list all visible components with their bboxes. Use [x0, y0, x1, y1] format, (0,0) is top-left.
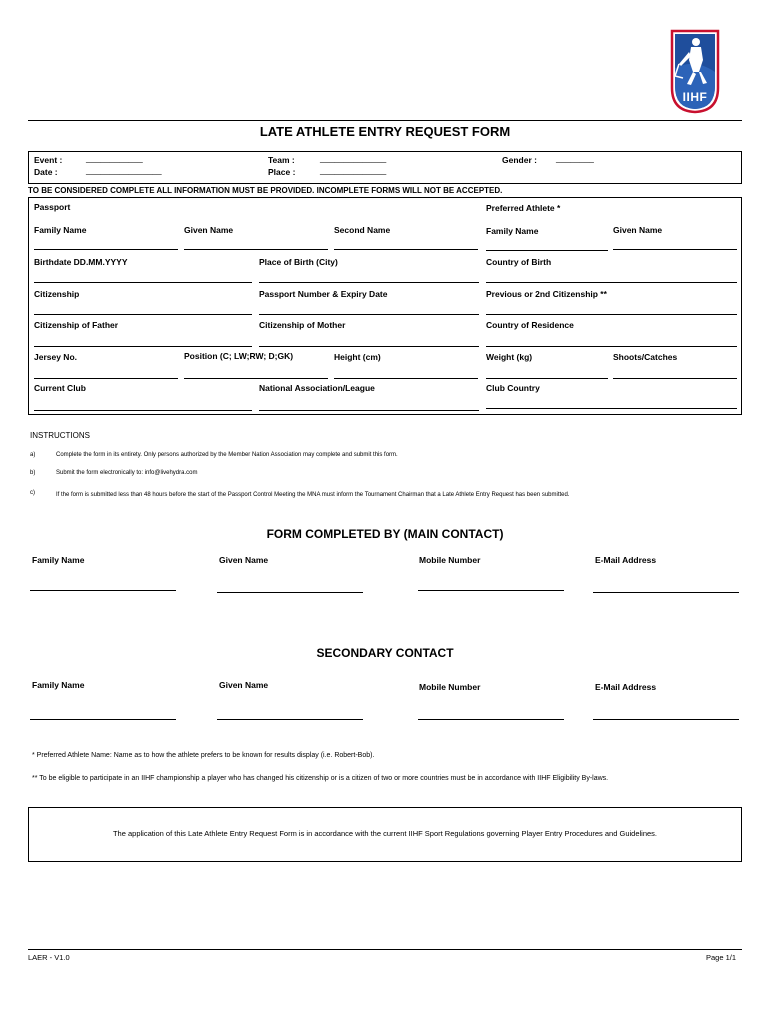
main-mobile-field[interactable] [418, 590, 564, 591]
team-label: Team : [268, 155, 295, 165]
passport-number-field[interactable] [259, 314, 479, 315]
main-family-name-label: Family Name [32, 555, 85, 565]
previous-citizenship-label: Previous or 2nd Citizenship ** [486, 289, 607, 299]
weight-label: Weight (kg) [486, 352, 533, 362]
instruction-marker-c: c) [30, 490, 35, 496]
secondary-family-name-label: Family Name [32, 680, 85, 690]
page-title: LATE ATHLETE ENTRY REQUEST FORM [259, 124, 511, 139]
pref-family-name-label: Family Name [486, 226, 539, 236]
citizenship-mother-label: Citizenship of Mother [259, 320, 346, 330]
country-residence-label: Country of Residence [486, 320, 574, 330]
footer-rule [28, 949, 742, 950]
regulation-note: The application of this Late Athlete Entry Request Form is in accordance with the current IIHF Sport Regulations governing Player Entry Procedures and Guidelines. [112, 829, 658, 838]
current-club-field[interactable] [34, 410, 252, 411]
secondary-mobile-field[interactable] [418, 719, 564, 720]
preferred-athlete-label: Preferred Athlete * [486, 203, 561, 213]
instruction-marker-b: b) [30, 470, 36, 476]
secondary-family-name-field[interactable] [30, 719, 176, 720]
main-contact-heading: FORM COMPLETED BY (MAIN CONTACT) [266, 527, 504, 541]
place-of-birth-field[interactable] [259, 282, 479, 283]
logo-text: IIHF [682, 90, 708, 104]
secondary-given-name-label: Given Name [219, 680, 269, 690]
top-rule [28, 120, 742, 121]
footnote-eligibility: ** To be eligible to participate in an IIHF championship a player who has changed his citizenship or is a citizen of two or more countries must be in accordance with IIHF Eligibility By-laws. [32, 775, 609, 782]
gender-value[interactable]: ________ [556, 153, 594, 163]
family-name-label: Family Name [34, 225, 87, 235]
completeness-notice: TO BE CONSIDERED COMPLETE ALL INFORMATION MUST BE PROVIDED. INCOMPLETE FORMS WILL NOT BE ACCEPTED. [28, 186, 503, 195]
footer-version: LAER - V1.0 [28, 953, 70, 962]
given-name-label: Given Name [184, 225, 234, 235]
citizenship-father-field[interactable] [34, 346, 252, 347]
secondary-email-field[interactable] [593, 719, 739, 720]
secondary-mobile-label: Mobile Number [419, 682, 481, 692]
birthdate-label: Birthdate DD.MM.YYYY [34, 257, 128, 267]
main-email-label: E-Mail Address [595, 555, 657, 565]
shoots-label: Shoots/Catches [613, 352, 678, 362]
footnote-preferred: * Preferred Athlete Name: Name as to how the athlete prefers to be known for results display (i.e. Robert-Bob). [32, 752, 375, 759]
instruction-a: Complete the form in its entirety. Only persons authorized by the Member Nation Association may complete and submit this form. [56, 452, 398, 458]
citizenship-field[interactable] [34, 314, 252, 315]
passport-label: Passport [34, 202, 71, 212]
citizenship-label: Citizenship [34, 289, 80, 299]
given-name-field[interactable] [184, 249, 328, 250]
event-label: Event : [34, 155, 63, 165]
national-association-label: National Association/League [259, 383, 375, 393]
club-country-label: Club Country [486, 383, 540, 393]
country-of-birth-label: Country of Birth [486, 257, 552, 267]
instruction-b: Submit the form electronically to: info@livehydra.com [56, 470, 198, 476]
position-field[interactable] [184, 378, 328, 379]
main-given-name-label: Given Name [219, 555, 269, 565]
main-given-name-field[interactable] [217, 592, 363, 593]
country-residence-field[interactable] [486, 346, 737, 347]
main-email-field[interactable] [593, 592, 739, 593]
weight-field[interactable] [486, 378, 608, 379]
place-of-birth-label: Place of Birth (City) [259, 257, 338, 267]
secondary-email-label: E-Mail Address [595, 682, 657, 692]
second-name-label: Second Name [334, 225, 391, 235]
height-label: Height (cm) [334, 352, 381, 362]
instruction-marker-a: a) [30, 452, 36, 458]
shoots-field[interactable] [613, 378, 737, 379]
birthdate-field[interactable] [34, 282, 252, 283]
iihf-logo [669, 28, 721, 114]
family-name-field[interactable] [34, 249, 178, 250]
pref-given-name-label: Given Name [613, 225, 663, 235]
citizenship-father-label: Citizenship of Father [34, 320, 119, 330]
pref-family-name-field[interactable] [486, 250, 608, 251]
secondary-given-name-field[interactable] [217, 719, 363, 720]
national-association-field[interactable] [259, 410, 479, 411]
team-value[interactable]: ______________ [320, 153, 387, 163]
pref-given-name-field[interactable] [613, 249, 737, 250]
jersey-no-field[interactable] [34, 378, 178, 379]
country-of-birth-field[interactable] [486, 282, 737, 283]
citizenship-mother-field[interactable] [259, 346, 479, 347]
main-mobile-label: Mobile Number [419, 555, 481, 565]
jersey-no-label: Jersey No. [34, 352, 77, 362]
previous-citizenship-field[interactable] [486, 314, 737, 315]
event-value[interactable]: ____________ [86, 153, 143, 163]
height-field[interactable] [334, 378, 478, 379]
current-club-label: Current Club [34, 383, 86, 393]
secondary-contact-heading: SECONDARY CONTACT [316, 646, 454, 660]
instructions-heading: INSTRUCTIONS [30, 431, 90, 440]
passport-number-label: Passport Number & Expiry Date [259, 289, 388, 299]
date-label: Date : [34, 167, 58, 177]
gender-label: Gender : [502, 155, 537, 165]
place-value[interactable]: ______________ [320, 165, 387, 175]
footer-page: Page 1/1 [706, 953, 737, 962]
second-name-field[interactable] [334, 249, 478, 250]
position-label: Position (C; LW;RW; D;GK) [184, 351, 294, 361]
instruction-c: If the form is submitted less than 48 hours before the start of the Passport Control Meeting the MNA must inform the Tournament Chairman that a Late Athlete Entry Request has been submitted. [56, 492, 570, 498]
place-label: Place : [268, 167, 296, 177]
date-value[interactable]: ________________ [86, 165, 162, 175]
club-country-field[interactable] [486, 408, 737, 409]
main-family-name-field[interactable] [30, 590, 176, 591]
